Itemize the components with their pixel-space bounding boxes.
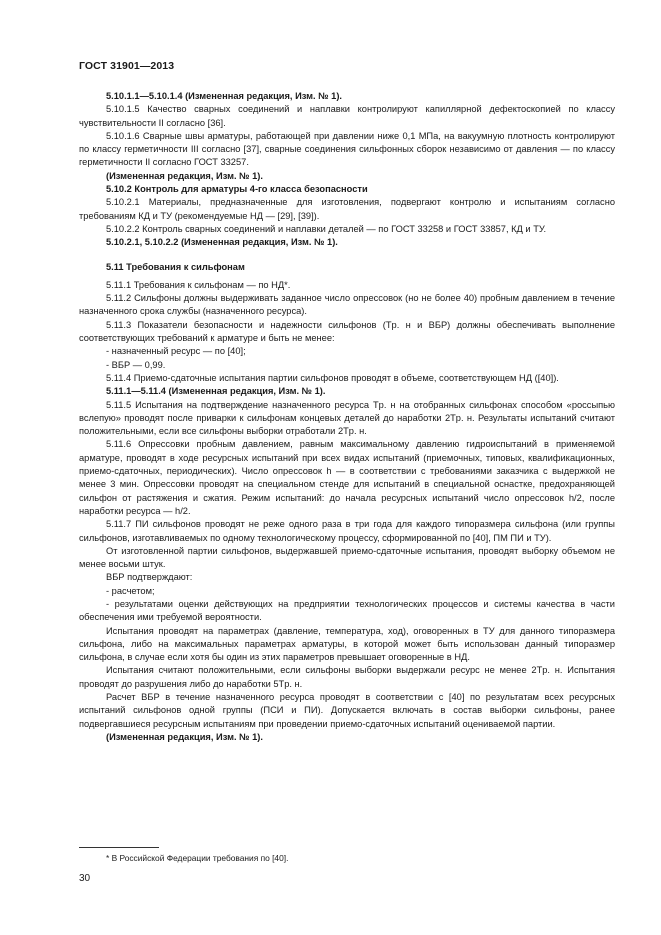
amendment-note: (Измененная редакция, Изм. № 1). bbox=[106, 170, 263, 181]
list-item: - назначенный ресурс — по [40]; bbox=[106, 346, 246, 357]
amendment-note: 5.11.1—5.11.4 (Измененная редакция, Изм. № 1). bbox=[106, 386, 326, 397]
list-item: - расчетом; bbox=[106, 585, 155, 596]
footnote: * В Российской Федерации требования по [40]. bbox=[106, 853, 289, 863]
paragraph: ВБР подтверждают: bbox=[106, 572, 193, 583]
paragraph: 5.10.1.5 Качество сварных соединений и наплавки контролируют капиллярной дефектоскопией по классу чувствительности II согласно [36]. bbox=[79, 104, 615, 128]
paragraph: Испытания проводят на параметрах (давление, температура, ход), оговоренных в ТУ для данного типоразмера сильфона, либо на максимальных параметрах арматуры, в которой может быть использован данный типоразмер сильфона, в случае если хотя бы один из этих параметров превышает оговоренные в НД. bbox=[79, 625, 615, 663]
paragraph: 5.11.6 Опрессовки пробным давлением, равным максимальному давлению гидроиспытаний в применяемой арматуре, проводят в ходе ресурсных испытаний при всех видах испытаний (приемочных, типовых, квалификационных, приемо-сдаточных, периодических). Число опрессовок h — в соответствии с требованиями заказчика с выдержкой не менее 3 мин. Опрессовки проводят на специальном стенде для испытаний в специальной оснастке, предохраняющей сильфон от растяжения и сжатия. Режим испытаний: до начала ресурсных испытаний число опрессовок h/2, после наработки ресурса — h/2. bbox=[79, 439, 615, 516]
page-number: 30 bbox=[79, 873, 91, 884]
paragraph: Расчет ВБР в течение назначенного ресурса проводят в соответствии с [40] по результатам всех ресурсных испытаний сильфонов одной группы (ПСИ и ПИ). Допускается включать в состав выборки сильфоны, ранее подвергавшиеся ресурсным испытаниям при проведении приемо-сдаточных испытаний оцениваемой партии. bbox=[79, 692, 615, 729]
document-body bbox=[79, 90, 615, 744]
list-item: - ВБР — 0,99. bbox=[106, 359, 166, 370]
paragraph bbox=[79, 90, 615, 103]
section-heading: 5.11 Требования к сильфонам bbox=[106, 261, 245, 272]
amendment-note: (Измененная редакция, Изм. № 1). bbox=[106, 731, 263, 742]
list-item: - результатами оценки действующих на предприятии технологических процессов и системы качества в части обеспечения ими требуемой вероятности. bbox=[79, 598, 615, 623]
paragraph: 5.10.2.2 Контроль сварных соединений и наплавки деталей — по ГОСТ 33258 и ГОСТ 33857, КД и ТУ. bbox=[106, 223, 547, 234]
paragraph: 5.11.1 Требования к сильфонам — по НД*. bbox=[106, 279, 291, 290]
amendment-note: 5.10.1.1—5.10.1.4 (Измененная редакция, Изм. № 1). bbox=[106, 91, 342, 101]
amendment-note: 5.10.2.1, 5.10.2.2 (Измененная редакция, Изм. № 1). bbox=[106, 237, 338, 248]
paragraph: Испытания считают положительными, если сильфоны выборки выдержали ресурс не менее 2Tр. н. Испытания проводят до разрушения либо до наработки 5Tр. н. bbox=[79, 665, 615, 689]
document-header: ГОСТ 31901—2013 bbox=[79, 60, 175, 72]
paragraph: 5.11.3 Показатели безопасности и надежности сильфонов (Tр. н и ВБР) должны обеспечивать выполнение соответствующих требований к арматуре и быть не менее: bbox=[79, 319, 615, 344]
paragraph: 5.11.4 Приемо-сдаточные испытания партии сильфонов проводят в объеме, соответствующем НД ([40]). bbox=[106, 372, 559, 383]
paragraph: 5.11.5 Испытания на подтверждение назначенного ресурса Tр. н на отобранных сильфонах способом «россыпью вслепую» проводят после приварки к сильфонам концевых деталей до наработки 2Tр. н. Результаты испытаний считают положительными, если все сильфоны выборки отработали 2Tр. н. bbox=[79, 399, 615, 437]
paragraph: 5.11.2 Сильфоны должны выдерживать заданное число опрессовок (но не более 40) пробным давлением в течение назначенного срока службы (назначенного ресурса). bbox=[79, 293, 615, 317]
paragraph: От изготовленной партии сильфонов, выдержавшей приемо-сдаточные испытания, проводят выборку объемом не менее восьми штук. bbox=[79, 545, 615, 570]
paragraph: 5.10.1.6 Сварные швы арматуры, работающей при давлении ниже 0,1 МПа, на вакуумную плотность контролируют по классу герметичности III согласно [37], сварные соединения сильфонных сборок независимо от давления — по классу герметичности II согласно ГОСТ 33257. bbox=[79, 130, 615, 168]
paragraph: 5.11.7 ПИ сильфонов проводят не реже одного раза в три года для каждого типоразмера сильфона (или группы сильфонов, изготавливаемых по одному технологическому процессу, сформированной по [40], ПМ ПИ и ТУ). bbox=[79, 519, 615, 543]
subsection-heading: 5.10.2 Контроль для арматуры 4-го класса безопасности bbox=[106, 184, 368, 195]
footnote-separator bbox=[79, 847, 159, 848]
paragraph: 5.10.2.1 Материалы, предназначенные для изготовления, подвергают контролю и испытаниям согласно требованиям КД и ТУ (рекомендуемые НД — [29], [39]). bbox=[79, 197, 615, 221]
